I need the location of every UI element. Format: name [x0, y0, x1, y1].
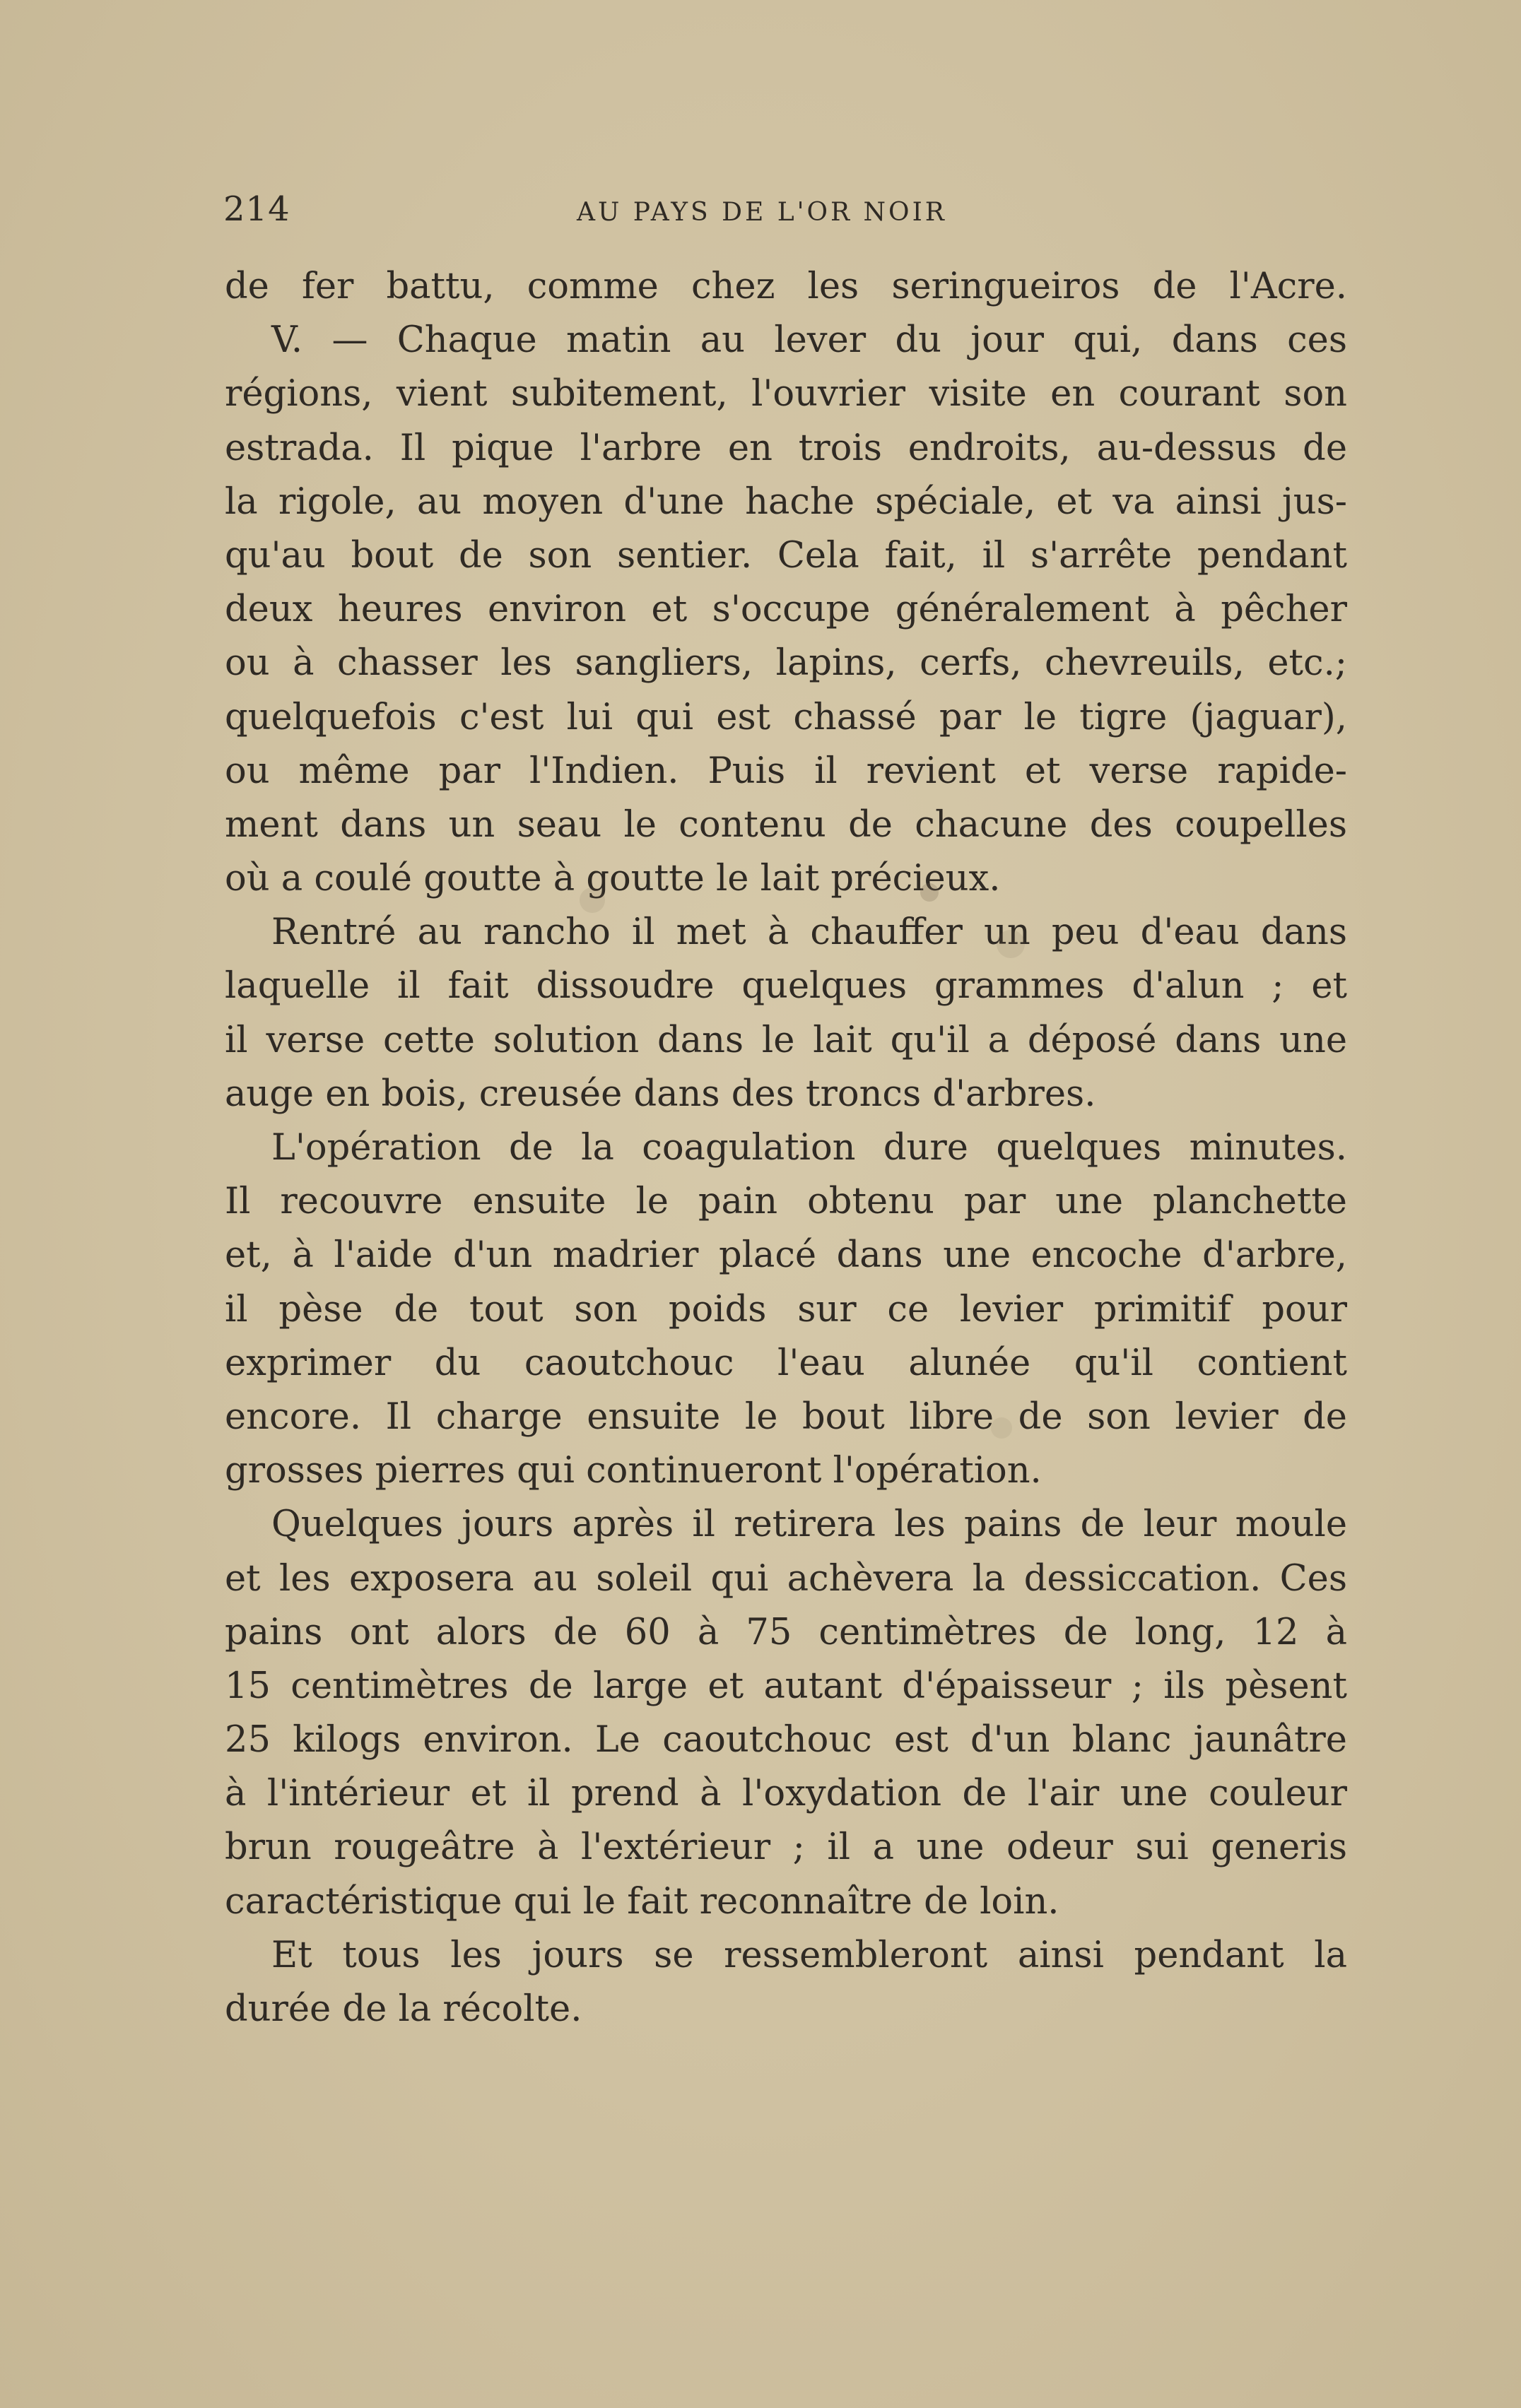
text-line: estrada. Il pique l'arbre en trois endroits, au-dessus de	[225, 427, 1347, 469]
text-line: Et tous les jours se ressembleront ainsi pendant la	[271, 1934, 1347, 1976]
text-line: Rentré au rancho il met à chauffer un peu d'eau dans	[271, 911, 1347, 954]
text-line: quelquefois c'est lui qui est chassé par le tigre (jaguar),	[225, 696, 1347, 738]
text-line: ou à chasser les sangliers, lapins, cerfs, chevreuils, etc.;	[225, 642, 1347, 685]
page-header	[223, 189, 1347, 239]
text-line: de fer battu, comme chez les seringueiros de l'Acre.	[225, 266, 1347, 307]
text-line: Quelques jours après il retirera les pains de leur moule	[271, 1504, 1347, 1546]
text-line: V. — Chaque matin au lever du jour qui, dans ces	[271, 319, 1347, 362]
paper-speck	[997, 930, 1025, 958]
text-line: la rigole, au moyen d'une hache spéciale, et va ainsi jus-	[225, 480, 1347, 523]
text-line: qu'au bout de son sentier. Cela fait, il s'arrête pendant	[225, 534, 1347, 577]
text-line: où a coulé goutte à goutte le lait précieux.	[225, 858, 1001, 900]
text-line: L'opération de la coagulation dure quelques minutes.	[271, 1127, 1347, 1169]
text-line: caractéristique qui le fait reconnaître de loin.	[225, 1880, 1059, 1923]
text-line: et les exposera au soleil qui achèvera la dessiccation. Ces	[225, 1557, 1347, 1600]
text-line: pains ont alors de 60 à 75 centimètres de long, 12 à	[225, 1611, 1347, 1653]
page-number: 214	[223, 189, 290, 229]
text-line: laquelle il fait dissoudre quelques grammes d'alun ; et	[225, 965, 1347, 1008]
text-line: encore. Il charge ensuite le bout libre de son levier de	[225, 1395, 1347, 1438]
text-line: 25 kilogs environ. Le caoutchouc est d'un blanc jaunâtre	[225, 1719, 1347, 1761]
text-line: ou même par l'Indien. Puis il revient et verse rapide-	[225, 750, 1347, 792]
text-line: Il recouvre ensuite le pain obtenu par une planchette	[225, 1181, 1347, 1223]
text-line: ment dans un seau le contenu de chacune des coupelles	[225, 803, 1347, 846]
text-line: exprimer du caoutchouc l'eau alunée qu'il contient	[225, 1342, 1347, 1384]
text-line: 15 centimètres de large et autant d'épaisseur ; ils pèsent	[225, 1665, 1347, 1707]
text-line: il pèse de tout son poids sur ce levier primitif pour	[225, 1288, 1347, 1330]
text-line: régions, vient subitement, l'ouvrier visite en courant son	[225, 373, 1347, 415]
paper-speck	[580, 887, 605, 913]
text-line: deux heures environ et s'occupe généralement à pêcher	[225, 589, 1347, 631]
running-title: AU PAYS DE L'OR NOIR	[577, 198, 947, 227]
text-line: et, à l'aide d'un madrier placé dans une encoche d'arbre,	[225, 1234, 1347, 1277]
body-text	[225, 260, 1347, 2036]
text-line: auge en bois, creusée dans des troncs d'arbres.	[225, 1073, 1096, 1115]
paper-speck	[920, 883, 939, 902]
text-line: durée de la récolte.	[225, 1988, 582, 2030]
text-line: il verse cette solution dans le lait qu'il a déposé dans une	[225, 1019, 1347, 1061]
text-line: brun rougeâtre à l'extérieur ; il a une odeur sui generis	[225, 1826, 1347, 1869]
text-line: à l'intérieur et il prend à l'oxydation de l'air une couleur	[225, 1773, 1347, 1815]
text-line: grosses pierres qui continueront l'opération.	[225, 1450, 1042, 1492]
paper-speck	[991, 1417, 1012, 1439]
